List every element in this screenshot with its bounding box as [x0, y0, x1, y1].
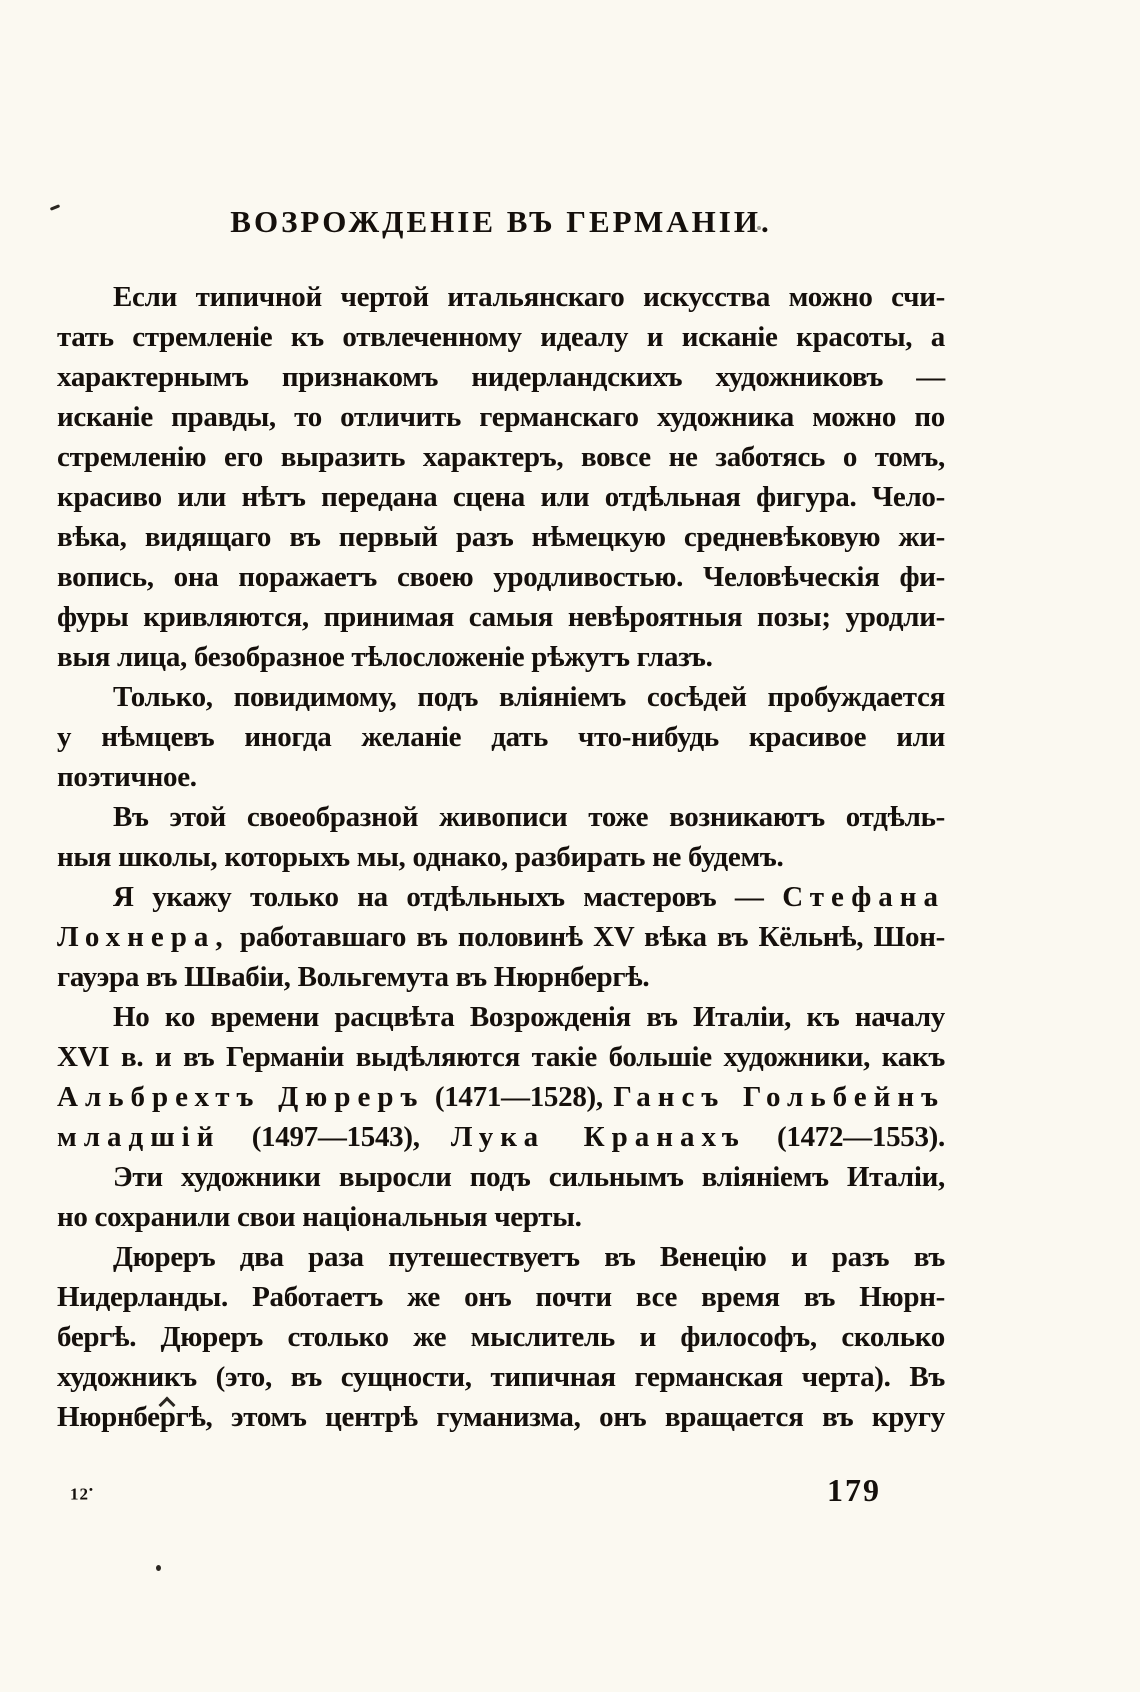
text-line: Только, повидимому, подъ вліяніемъ сосѣдей пробуждается: [113, 681, 945, 713]
text-line: но сохранили свои національныя черты.: [57, 1201, 582, 1233]
text-line: Эти художники выросли подъ сильнымъ вліяніемъ Италіи,: [113, 1161, 945, 1193]
line-text: (1472—1553).: [745, 1121, 945, 1153]
text-line: выя лица, безобразное тѣлосложеніе рѣжутъ глазъ.: [57, 641, 713, 673]
signature-mark: [70, 1484, 94, 1505]
text-line: Нидерланды. Работаетъ же онъ почти все время въ Нюрн-: [57, 1281, 945, 1313]
line-text: работавшаго въ половинѣ XV вѣка въ Кёльнѣ, Шон-: [229, 921, 945, 953]
scan-artifact-dot: [156, 1565, 161, 1571]
spaced-name: Альбрехтъ Дюреръ: [57, 1081, 425, 1113]
text-line: Если типичной чертой итальянскаго искусства можно счи-: [113, 281, 945, 313]
spaced-name: младшій: [57, 1121, 221, 1153]
text-line: красиво или нѣтъ передана сцена или отдѣльная фигура. Чело-: [57, 481, 945, 513]
line-text: Я укажу только на отдѣльныхъ мастеровъ —: [113, 881, 783, 913]
text-line: XVI в. и въ Германіи выдѣляются такіе большіе художники, какъ: [57, 1041, 945, 1073]
text-line: Нюрнбергѣ, этомъ центрѣ гуманизма, онъ вращается въ кругу: [57, 1401, 945, 1433]
text-line: вопись, она поражаетъ своею уродливостью. Человѣческія фи-: [57, 561, 945, 593]
chapter-title: ВОЗРОЖДЕНІЕ ВЪ ГЕРМАНІИ.: [230, 204, 772, 239]
page-number: 179: [827, 1472, 881, 1508]
text-line: гауэра въ Швабіи, Вольгемута въ Нюрнбергѣ.: [57, 961, 650, 993]
spaced-name: Гансъ Гольбейнъ: [613, 1081, 945, 1113]
spaced-name: Стефана: [782, 881, 945, 913]
signature-number: 12: [70, 1484, 89, 1504]
text-line: бергѣ. Дюреръ столько же мыслитель и философъ, сколько: [57, 1321, 945, 1353]
text-line: ныя школы, которыхъ мы, однако, разбирать не будемъ.: [57, 841, 784, 873]
text-line: тать стремленіе къ отвлеченному идеалу и исканіе красоты, а: [57, 321, 945, 353]
line-text: (1471—1528),: [424, 1081, 614, 1113]
body-text: [57, 277, 945, 1437]
text-line: у нѣмцевъ иногда желаніе дать что-нибудь красивое или: [57, 721, 945, 753]
text-line: Дюреръ два раза путешествуетъ въ Венецію и разъ въ: [113, 1241, 945, 1273]
text-line: [57, 1077, 945, 1117]
text-line: поэтичное.: [57, 761, 197, 793]
text-line: [57, 917, 945, 957]
text-line: [57, 877, 945, 917]
text-line: Но ко времени расцвѣта Возрожденія въ Италіи, къ началу: [113, 1001, 945, 1033]
spaced-name: Лохнера,: [57, 921, 230, 953]
text-line: стремленію его выразить характеръ, вовсе не заботясь о томъ,: [57, 441, 945, 473]
text-line: фуры кривляются, принимая самыя невѣроятныя позы; уродли-: [57, 601, 945, 633]
text-line: художникъ (это, въ сущности, типичная германская черта). Въ: [57, 1361, 945, 1393]
spaced-name: Лука Кранахъ: [450, 1121, 746, 1153]
text-line: характернымъ признакомъ нидерландскихъ художниковъ —: [57, 361, 945, 393]
text-line: вѣка, видящаго въ первый разъ нѣмецкую средневѣковую жи-: [57, 521, 945, 553]
signature-asterisk: •: [89, 1484, 94, 1496]
text-line: Въ этой своеобразной живописи тоже возникаютъ отдѣль-: [113, 801, 945, 833]
line-text: (1497—1543),: [220, 1121, 451, 1153]
text-line: исканіе правды, то отличить германскаго художника можно по: [57, 401, 945, 433]
text-line: [57, 1117, 945, 1157]
